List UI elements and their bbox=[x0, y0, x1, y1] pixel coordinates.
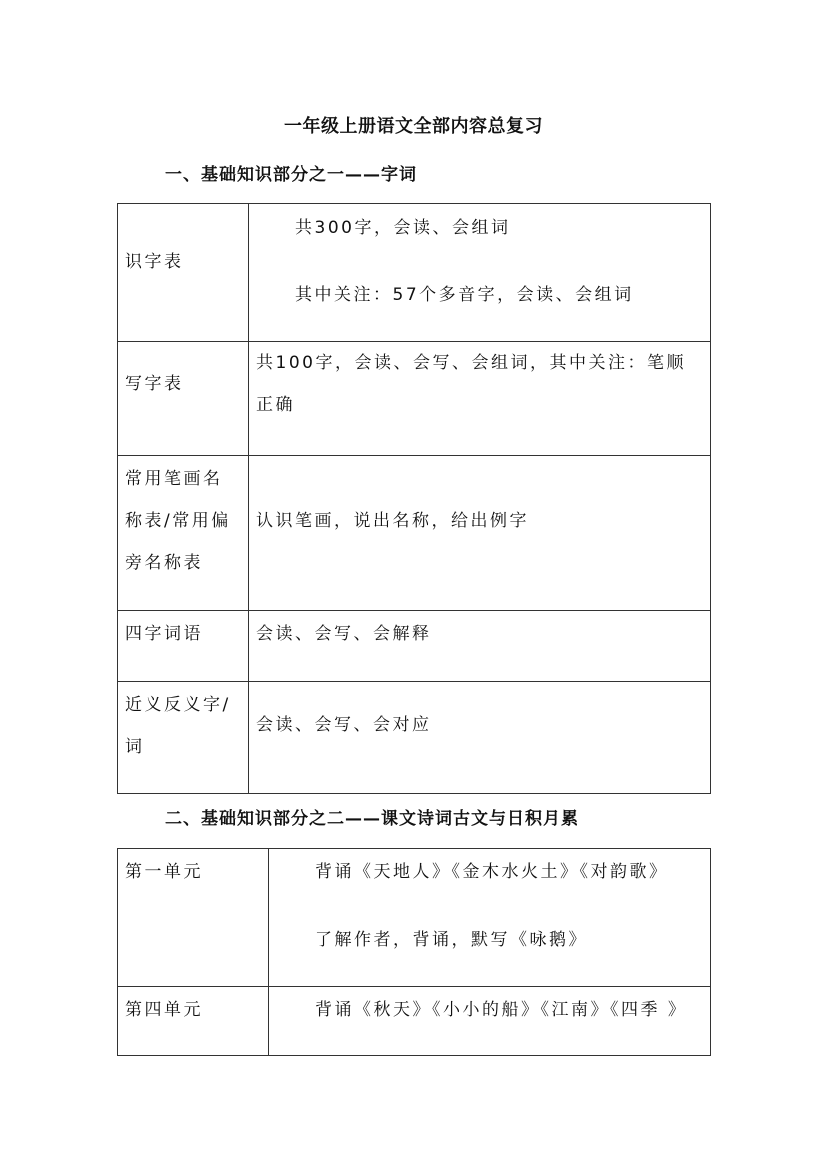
content-line: 背诵《秋天》《小小的船》《江南》《四季 》 bbox=[315, 1000, 688, 1020]
content-line: 会读、会写、会对应 bbox=[256, 715, 432, 735]
row-label-cell bbox=[118, 682, 249, 794]
content-line: 共100字，会读、会写、会组词，其中关注：笔顺 bbox=[256, 353, 686, 373]
row-content-cell bbox=[269, 987, 711, 1056]
content-line: 正确 bbox=[256, 395, 295, 415]
row-label: 近义反义字/ bbox=[125, 695, 231, 715]
table-row bbox=[118, 849, 711, 987]
row-label-cell bbox=[118, 204, 249, 342]
content-line: 其中关注：57个多音字，会读、会组词 bbox=[295, 285, 634, 305]
content-line: 共300字，会读、会组词 bbox=[295, 218, 511, 238]
row-label-cell bbox=[118, 456, 249, 611]
row-label-cell bbox=[118, 849, 269, 987]
row-label: 四字词语 bbox=[125, 624, 203, 644]
row-label-cell bbox=[118, 987, 269, 1056]
content-line: 认识笔画，说出名称，给出例字 bbox=[256, 511, 529, 531]
row-label: 称表/常用偏 bbox=[125, 511, 231, 531]
row-content-cell bbox=[249, 342, 711, 456]
row-content-cell bbox=[249, 204, 711, 342]
row-content-cell bbox=[249, 682, 711, 794]
row-label: 第四单元 bbox=[125, 1000, 203, 1020]
table-row bbox=[118, 987, 711, 1056]
page-title: 一年级上册语文全部内容总复习 bbox=[284, 116, 543, 137]
section-heading-2: 二、基础知识部分之二——课文诗词古文与日积月累 bbox=[165, 809, 579, 829]
row-label-cell bbox=[118, 611, 249, 682]
row-label: 旁名称表 bbox=[125, 553, 203, 573]
row-label: 第一单元 bbox=[125, 862, 203, 882]
table-row bbox=[118, 342, 711, 456]
row-label: 词 bbox=[125, 737, 145, 757]
row-content-cell bbox=[269, 849, 711, 987]
row-label-cell bbox=[118, 342, 249, 456]
table-row bbox=[118, 682, 711, 794]
table-row bbox=[118, 204, 711, 342]
texts-poems-table bbox=[117, 848, 711, 1056]
section-heading-1: 一、基础知识部分之一——字词 bbox=[165, 165, 417, 185]
content-line: 了解作者，背诵，默写《咏鹅》 bbox=[315, 930, 588, 950]
table-row bbox=[118, 611, 711, 682]
content-line: 背诵《天地人》《金木水火土》《对韵歌》 bbox=[315, 862, 669, 882]
vocabulary-table bbox=[117, 203, 711, 794]
row-label: 识字表 bbox=[125, 252, 184, 272]
row-label: 常用笔画名 bbox=[125, 469, 223, 489]
content-line: 会读、会写、会解释 bbox=[256, 624, 432, 644]
row-label: 写字表 bbox=[125, 374, 184, 394]
row-content-cell bbox=[249, 456, 711, 611]
row-content-cell bbox=[249, 611, 711, 682]
table-row bbox=[118, 456, 711, 611]
